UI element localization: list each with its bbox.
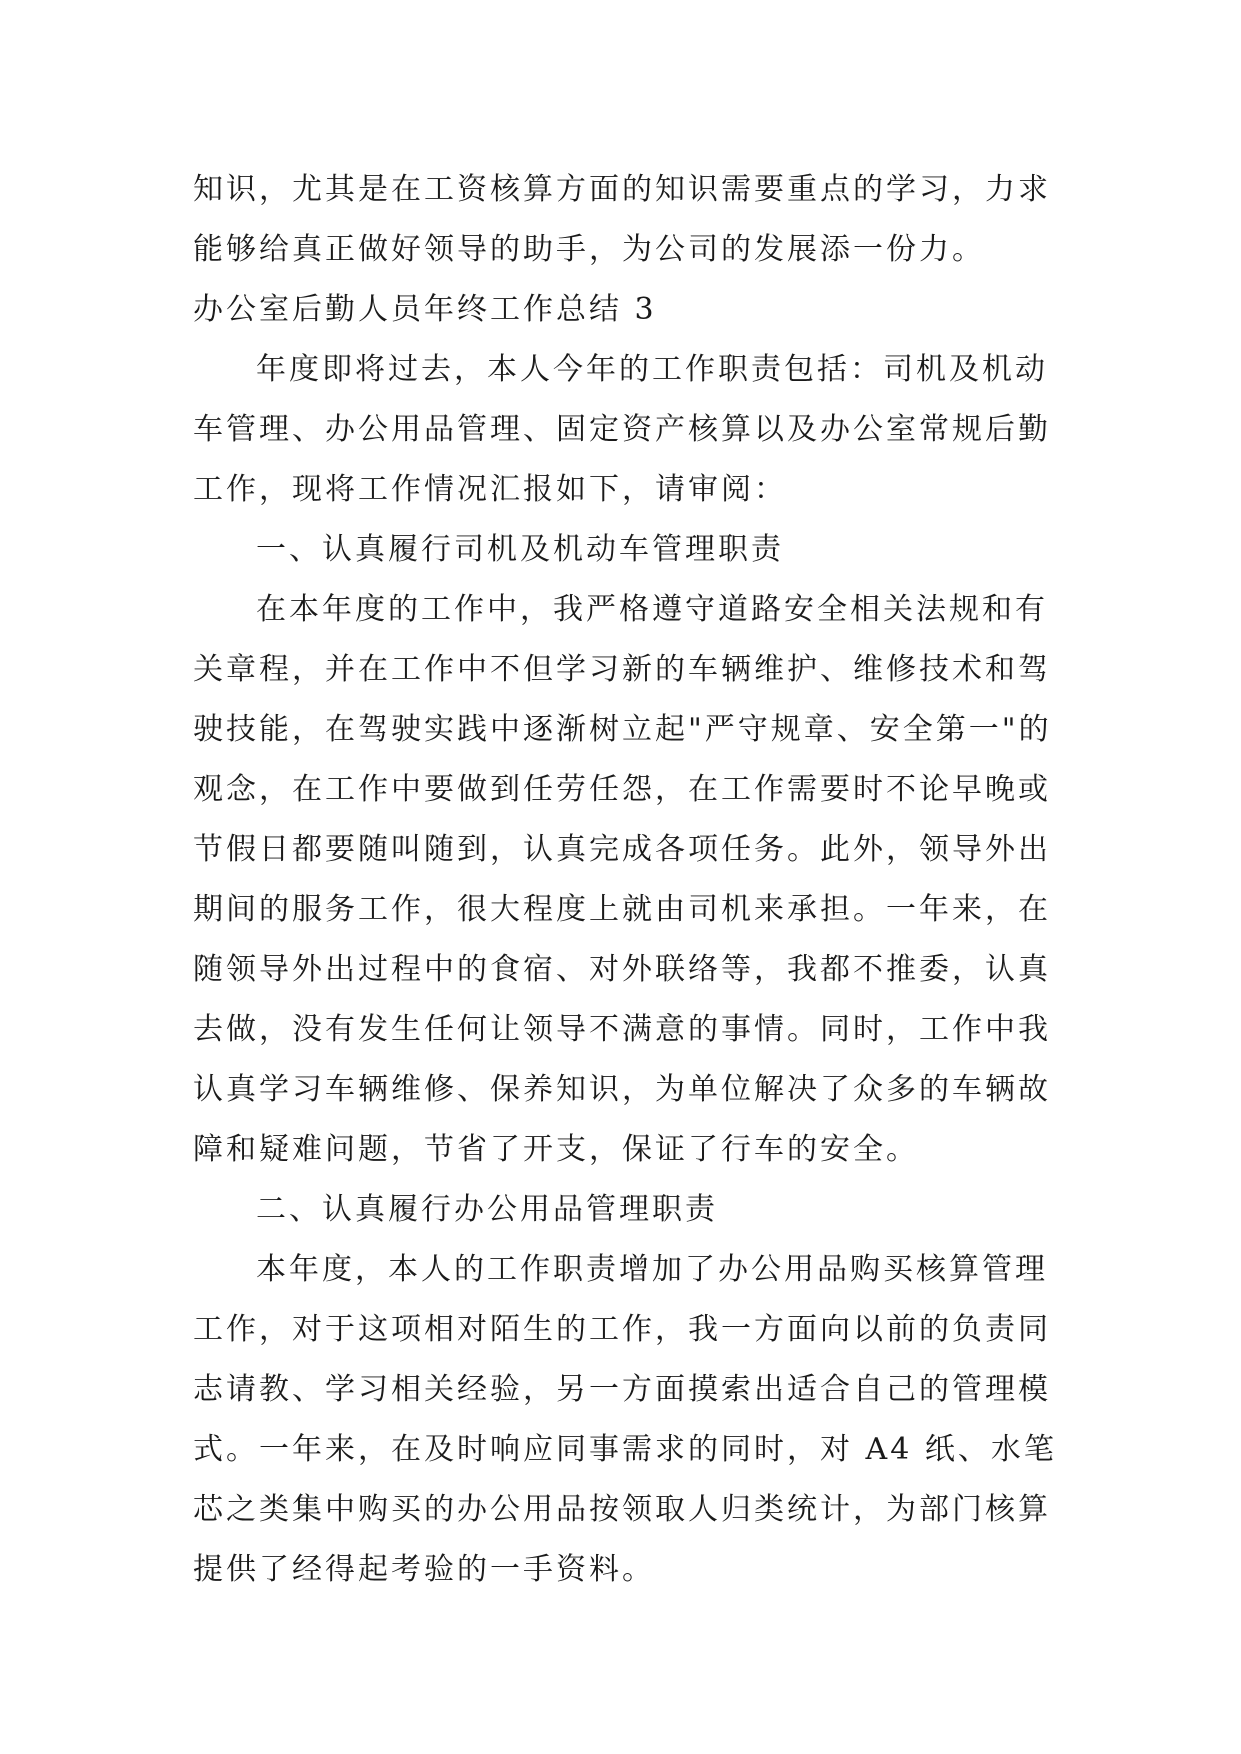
body-text-line: 工作，现将工作情况汇报如下，请审阅： [193,472,787,507]
document-body [193,160,1057,1600]
paragraph-first-line: 年度即将过去，本人今年的工作职责包括：司机及机动 [256,352,1048,387]
body-text-line: 芯之类集中购买的办公用品按领取人归类统计，为部门核算 [193,1492,1051,1527]
body-text-line: 节假日都要随叫随到，认真完成各项任务。此外，领导外出 [193,832,1051,867]
body-text-line: 工作，对于这项相对陌生的工作，我一方面向以前的负责同 [193,1312,1051,1347]
paragraph-first-line: 本年度，本人的工作职责增加了办公用品购买核算管理 [256,1252,1048,1287]
body-text-line: 障和疑难问题，节省了开支，保证了行车的安全。 [193,1132,919,1167]
body-text-line: 知识，尤其是在工资核算方面的知识需要重点的学习，力求 [193,172,1051,207]
body-text-line: 车管理、办公用品管理、固定资产核算以及办公室常规后勤 [193,412,1051,447]
body-text-line: 关章程，并在工作中不但学习新的车辆维护、维修技术和驾 [193,652,1051,687]
section-heading: 二、认真履行办公用品管理职责 [256,1192,718,1227]
body-text-line: 观念，在工作中要做到任劳任怨，在工作需要时不论早晚或 [193,772,1051,807]
body-text-line: 随领导外出过程中的食宿、对外联络等，我都不推委，认真 [193,952,1051,987]
section-heading: 一、认真履行司机及机动车管理职责 [256,532,784,567]
body-text-line: 式。一年来，在及时响应同事需求的同时，对 A4 纸、水笔 [193,1432,1057,1467]
body-text-line: 能够给真正做好领导的助手，为公司的发展添一份力。 [193,232,985,267]
section-title: 办公室后勤人员年终工作总结 3 [193,292,657,327]
body-text-line: 志请教、学习相关经验，另一方面摸索出适合自己的管理模 [193,1372,1051,1407]
body-text-line: 认真学习车辆维修、保养知识，为单位解决了众多的车辆故 [193,1072,1051,1107]
body-text-line: 提供了经得起考验的一手资料。 [193,1552,655,1587]
paragraph-first-line: 在本年度的工作中，我严格遵守道路安全相关法规和有 [256,592,1048,627]
body-text-line: 去做，没有发生任何让领导不满意的事情。同时，工作中我 [193,1012,1051,1047]
body-text-line: 驶技能，在驾驶实践中逐渐树立起"严守规章、安全第一"的 [193,712,1052,747]
body-text-line: 期间的服务工作，很大程度上就由司机来承担。一年来，在 [193,892,1051,927]
